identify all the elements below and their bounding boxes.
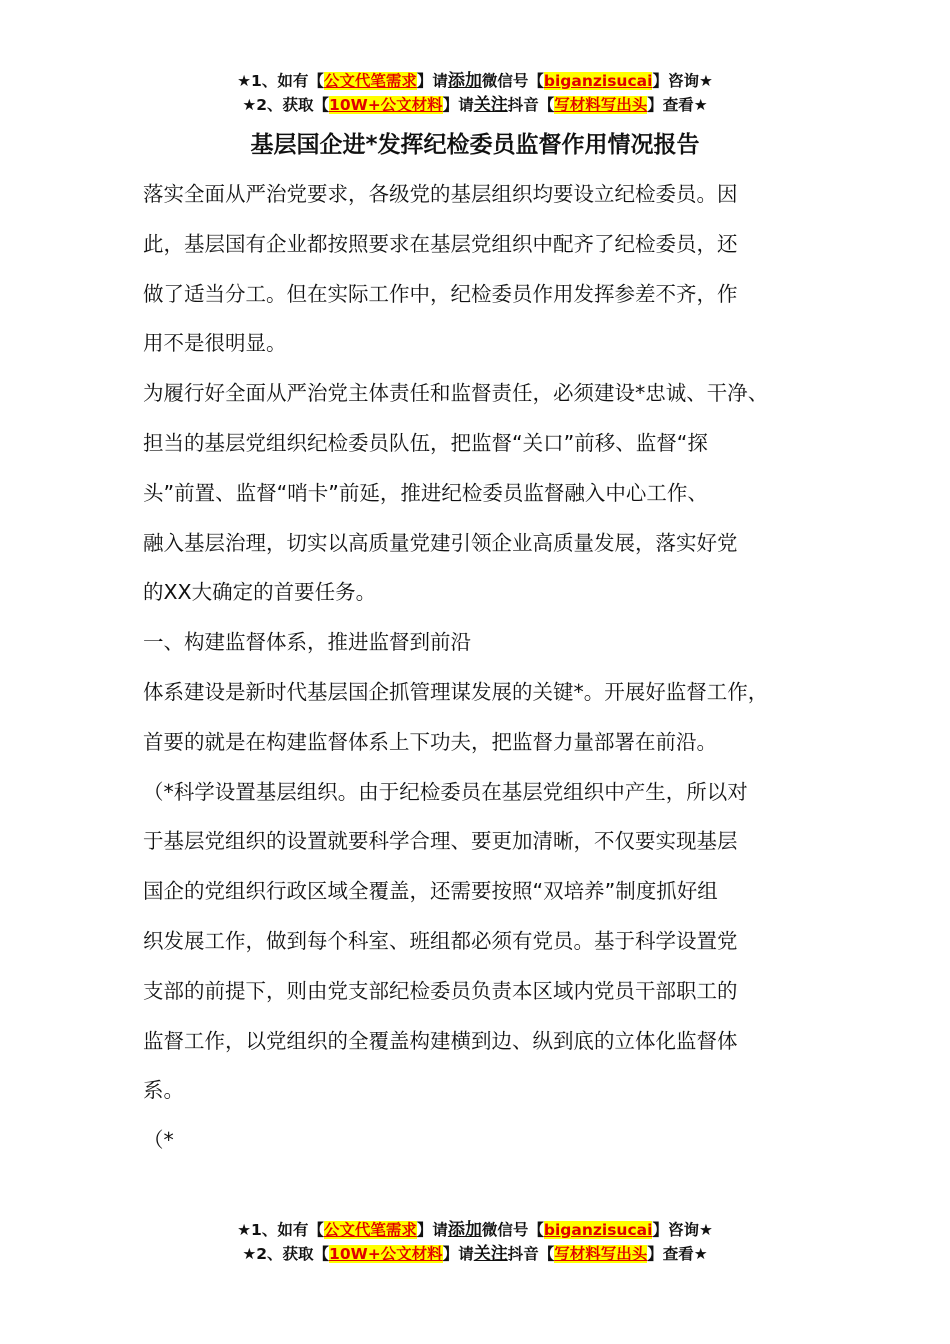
promo-underline: 添加	[447, 1220, 482, 1240]
promo-text: 微信号【	[481, 72, 544, 90]
promo-underline: 关注	[473, 95, 508, 115]
promo-line-1	[0, 69, 950, 93]
promo-text: 】请	[416, 1221, 448, 1239]
promo-highlight: 公文代笔需求	[323, 1221, 417, 1239]
document-title: 基层国企进*发挥纪检委员监督作用情况报告	[250, 132, 700, 158]
text-line: 此，基层国有企业都按照要求在基层党组织中配齐了纪检委员，还	[143, 231, 738, 256]
text-line: 头”前置、监督“哨卡”前延，推进纪检委员监督融入中心工作、	[143, 480, 708, 505]
text-line: 做了适当分工。但在实际工作中，纪检委员作用发挥参差不齐，作	[143, 281, 738, 306]
promo-text: 】咨询★	[652, 72, 713, 90]
promo-text: 抖音【	[507, 96, 555, 114]
promo-underline: 关注	[473, 1244, 508, 1264]
promo-text: 微信号【	[481, 1221, 544, 1239]
promo-text: ★1、如有【	[237, 1221, 324, 1239]
text-line: 监督工作，以党组织的全覆盖构建横到边、纵到底的立体化监督体	[143, 1028, 738, 1053]
promo-text: ★2、获取【	[242, 1245, 330, 1263]
promo-highlight: 写材料写出头	[554, 1245, 648, 1263]
promo-text: ★2、获取【	[242, 96, 330, 114]
promo-text: 】查看★	[647, 96, 708, 114]
text-line: 一、构建监督体系，推进监督到前沿	[143, 630, 471, 655]
promo-highlight: 公文代笔需求	[323, 72, 417, 90]
promo-text: ★1、如有【	[237, 72, 324, 90]
promo-text: 】请	[442, 1245, 474, 1263]
promo-text: 】请	[442, 96, 474, 114]
promo-text: 】咨询★	[652, 1221, 713, 1239]
text-line: 支部的前提下，则由党支部纪检委员负责本区域内党员干部职工的	[143, 978, 738, 1003]
document-body	[143, 170, 843, 1166]
text-line: 系。	[143, 1078, 184, 1103]
promo-highlight: 写材料写出头	[554, 96, 648, 114]
promo-footer-line-1	[0, 1218, 950, 1242]
text-line: 体系建设是新时代基层国企抓管理谋发展的关键*。开展好监督工作，	[143, 679, 769, 704]
text-line: 担当的基层党组织纪检委员队伍，把监督“关口”前移、监督“探	[143, 430, 708, 455]
promo-highlight: 10W+公文材料	[329, 1245, 443, 1263]
text-line: 的XX大确定的首要任务。	[143, 580, 377, 605]
text-line: （*	[143, 1128, 174, 1153]
text-line: 融入基层治理，切实以高质量党建引领企业高质量发展，落实好党	[143, 530, 738, 555]
promo-wechat-id: biganzisucai	[543, 1221, 653, 1239]
promo-line-2	[0, 93, 950, 117]
text-line: 国企的党组织行政区域全覆盖，还需要按照“双培养”制度抓好组	[143, 879, 718, 904]
promo-text: 抖音【	[507, 1245, 555, 1263]
text-line: 为履行好全面从严治党主体责任和监督责任，必须建设*忠诚、干净、	[143, 381, 769, 406]
promo-text: 】查看★	[647, 1245, 708, 1263]
promo-wechat-id: biganzisucai	[543, 72, 653, 90]
text-line: （*科学设置基层组织。由于纪检委员在基层党组织中产生，所以对	[143, 779, 748, 804]
promo-footer-line-2	[0, 1242, 950, 1266]
text-line: 用不是很明显。	[143, 331, 287, 356]
text-line: 于基层党组织的设置就要科学合理、要更加清晰，不仅要实现基层	[143, 829, 738, 854]
text-line: 织发展工作，做到每个科室、班组都必须有党员。基于科学设置党	[143, 928, 738, 953]
text-line: 落实全面从严治党要求，各级党的基层组织均要设立纪检委员。因	[143, 182, 738, 206]
promo-highlight: 10W+公文材料	[329, 96, 443, 114]
promo-text: 】请	[416, 72, 448, 90]
text-line: 首要的就是在构建监督体系上下功夫，把监督力量部署在前沿。	[143, 729, 717, 754]
promo-underline: 添加	[447, 71, 482, 91]
